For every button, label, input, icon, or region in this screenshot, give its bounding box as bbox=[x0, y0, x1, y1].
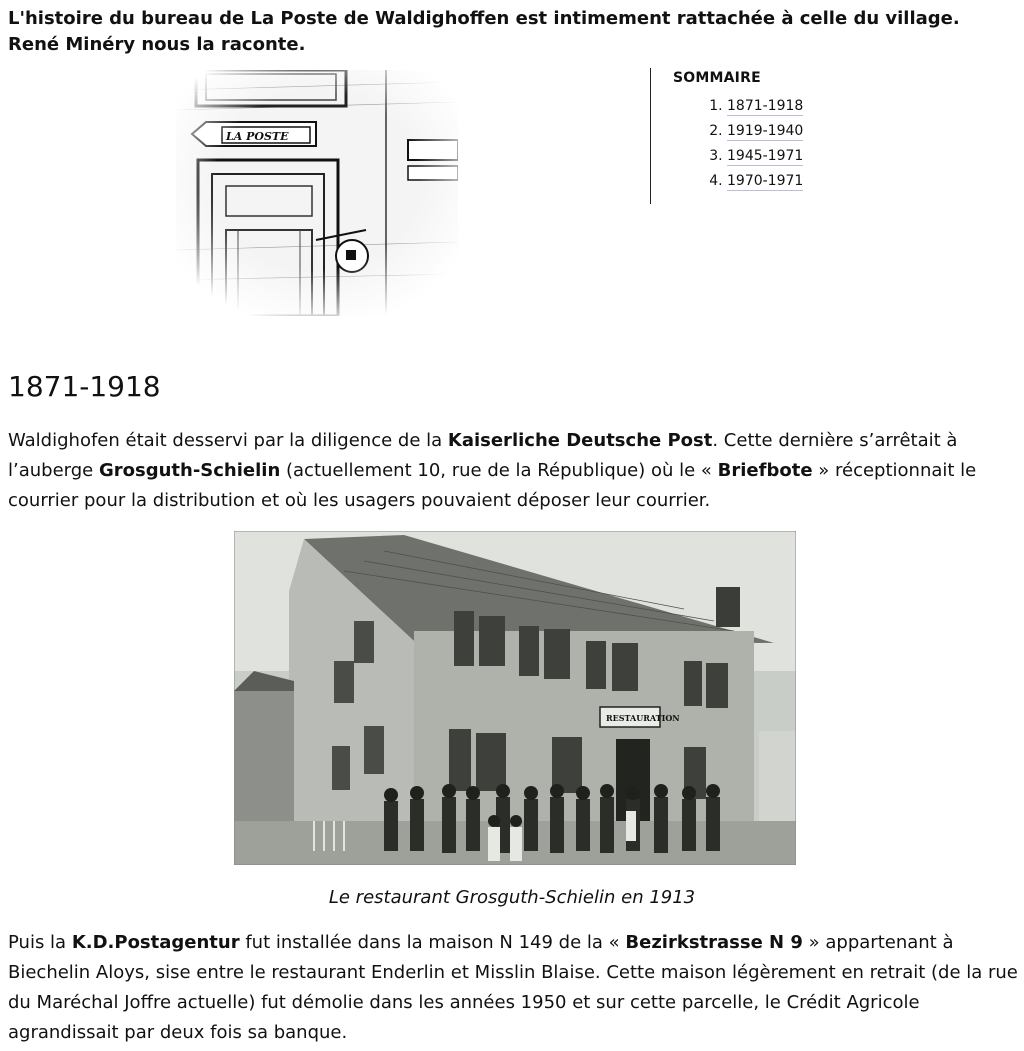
bold-term: Briefbote bbox=[717, 460, 813, 481]
restaurant-photo bbox=[234, 531, 796, 865]
restaurant-sign-text: RESTAURATION bbox=[606, 713, 680, 723]
intro-text: L'histoire du bureau de La Poste de Waldighoffen est intimement rattachée à celle du village. René Minéry nous la raconte. bbox=[8, 8, 960, 55]
text-run: » réceptionnait le courrier pour la distribution et où les usagers pouvaient déposer leur courrier. bbox=[8, 460, 977, 511]
toc-link-1919-1940[interactable]: 1919-1940 bbox=[727, 123, 804, 139]
toc-link-1945-1971[interactable]: 1945-1971 bbox=[727, 148, 804, 164]
photo-caption: Le restaurant Grosguth-Schielin en 1913 bbox=[328, 887, 696, 908]
text-run: Puis la bbox=[8, 932, 72, 953]
toc-item bbox=[727, 119, 850, 144]
bold-term: Kaiserliche Deutsche Post bbox=[447, 430, 713, 451]
bold-term: Grosguth-Schielin bbox=[98, 460, 281, 481]
text-run: fut installée dans la maison N 149 de la « bbox=[239, 932, 626, 953]
toc-item bbox=[727, 94, 850, 119]
toc-title: SOMMAIRE bbox=[673, 70, 761, 86]
table-of-contents bbox=[650, 68, 850, 204]
text-run: (actuellement 10, rue de la République) où le « bbox=[280, 460, 718, 481]
post-office-entrance-image bbox=[176, 70, 458, 316]
toc-item bbox=[727, 144, 850, 169]
toc-link-1871-1918[interactable]: 1871-1918 bbox=[727, 98, 804, 114]
toc-item bbox=[727, 169, 850, 194]
text-run: Waldighofen était desservi par la diligence de la bbox=[8, 430, 448, 451]
paragraph-postagentur bbox=[8, 928, 1020, 1048]
paragraph-diligence bbox=[8, 426, 1018, 516]
text-run: . Cette dernière s’arrêtait à l’auberge bbox=[8, 430, 958, 481]
text-run: » appartenant à Biechelin Aloys, sise entre le restaurant Enderlin et Misslin Blaise. Cette maison légèrement en retrait (de la rue du Maréchal Joffre actuelle) fut démolie dans les années 1950 et sur cette parcelle, le Crédit Agricole agrandissait par deux fois sa banque. bbox=[8, 932, 1018, 1043]
toc-link-1970-1971[interactable]: 1970-1971 bbox=[727, 173, 804, 189]
bold-term: K.D.Postagentur bbox=[71, 932, 240, 953]
section-title: 1871-1918 bbox=[8, 370, 161, 403]
bold-term: Bezirkstrasse N 9 bbox=[625, 932, 803, 953]
toc-list bbox=[673, 94, 850, 194]
